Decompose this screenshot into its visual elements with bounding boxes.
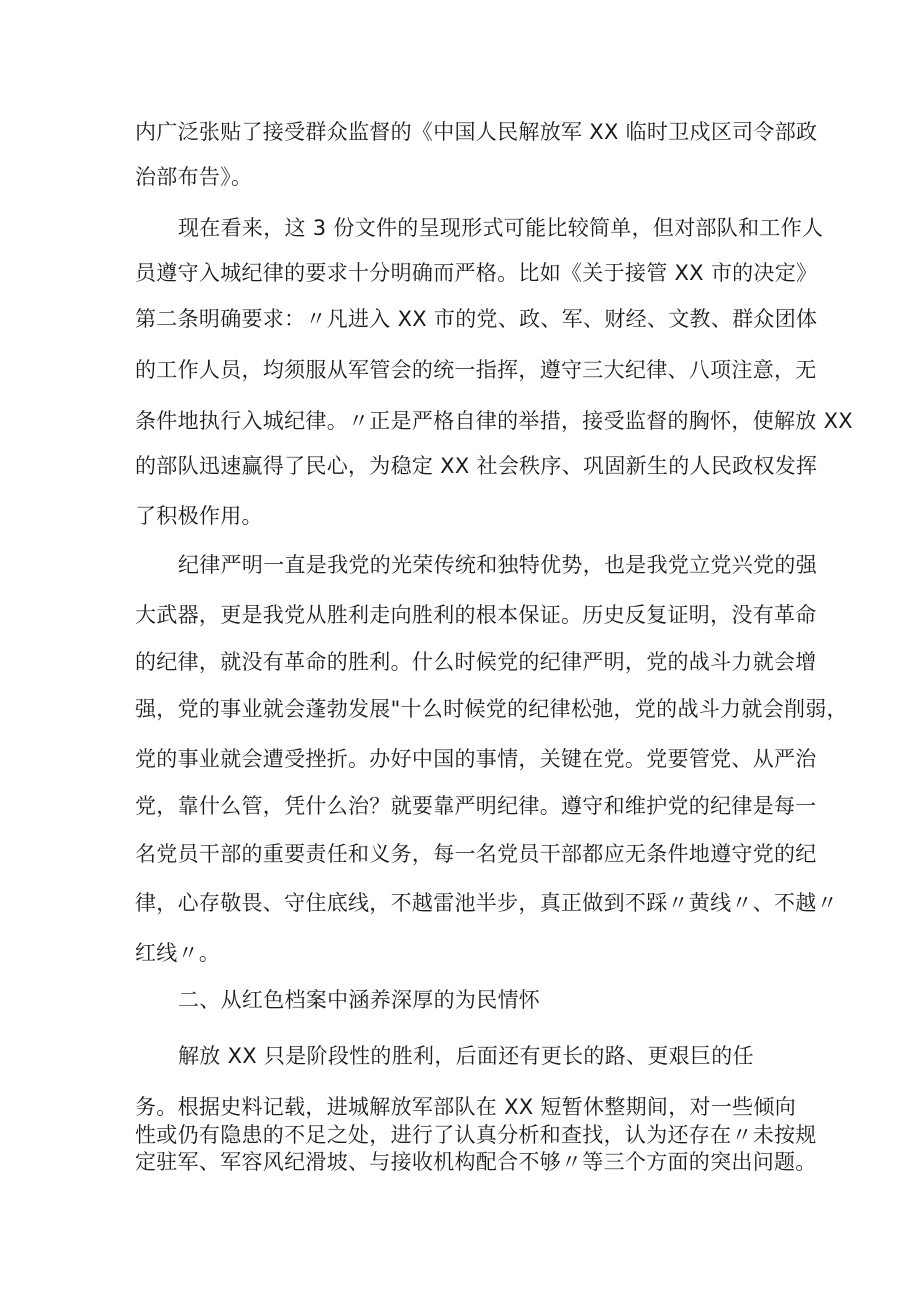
text-line: 员遵守入城纪律的要求十分明确而严格。比如《关于接管 XX 市的决定》: [135, 261, 818, 285]
text-line: 的纪律，就没有革命的胜利。什么时候党的纪律严明，党的战斗力就会增: [135, 650, 817, 674]
text-line: 现在看来，这 3 份文件的呈现形式可能比较简单，但对部队和工作人: [178, 216, 824, 240]
text-line: 务。根据史料记载，进城解放军部队在 XX 短暂休整期间，对一些倾向: [135, 1095, 797, 1119]
text-line: 条件地执行入城纪律。〃正是严格自律的举措，接受监督的胸怀，使解放 XX: [135, 409, 853, 433]
text-line: 纪律严明一直是我党的光荣传统和独特优势，也是我党立党兴党的强: [178, 553, 817, 577]
text-line: 党的事业就会遭受挫折。办好中国的事情，关键在党。党要管党、从严治: [135, 747, 817, 771]
text-line: 的工作人员，均须服从军管会的统一指挥，遵守三大纪律、八项注意，无: [135, 358, 817, 382]
text-line: 定驻军、军容风纪滑坡、与接收机构配合不够〃等三个方面的突出问题。: [135, 1150, 817, 1174]
text-line: 性或仍有隐患的不足之处，进行了认真分析和查找，认为还存在〃未按规: [135, 1123, 817, 1147]
text-line: 大武器，更是我党从胜利走向胜利的根本保证。历史反复证明，没有革命: [135, 603, 817, 627]
text-line: 党，靠什么管，凭什么治？就要靠严明纪律。遵守和维护党的纪律是每一: [135, 794, 817, 818]
text-line: 的部队迅速赢得了民心，为稳定 XX 社会秩序、巩固新生的人民政权发挥: [135, 454, 818, 478]
section-heading: 二、从红色档案中涵养深厚的为民情怀: [178, 988, 541, 1012]
text-line: 红线〃。: [135, 941, 221, 965]
text-line: 治部布告》。: [135, 165, 253, 189]
text-line: 解放 XX 只是阶段性的胜利，后面还有更长的路、更艰巨的任: [178, 1044, 754, 1068]
text-line: 律，心存敬畏、守住底线，不越雷池半步，真正做到不踩〃黄线〃、不越〃: [135, 891, 838, 915]
text-line: 了积极作用。: [135, 504, 263, 528]
text-line: 名党员干部的重要责任和义务，每一名党员干部都应无条件地遵守党的纪: [135, 842, 817, 866]
text-line: 内广泛张贴了接受群众监督的《中国人民解放军 XX 临时卫戍区司令部政: [135, 120, 818, 144]
text-line: 强，党的事业就会蓬勃发展"十么时候党的纪律松弛，党的战斗力就会削弱，: [135, 697, 848, 721]
text-line: 第二条明确要求：〃凡进入 XX 市的党、政、军、财经、文教、群众团体: [135, 307, 818, 331]
